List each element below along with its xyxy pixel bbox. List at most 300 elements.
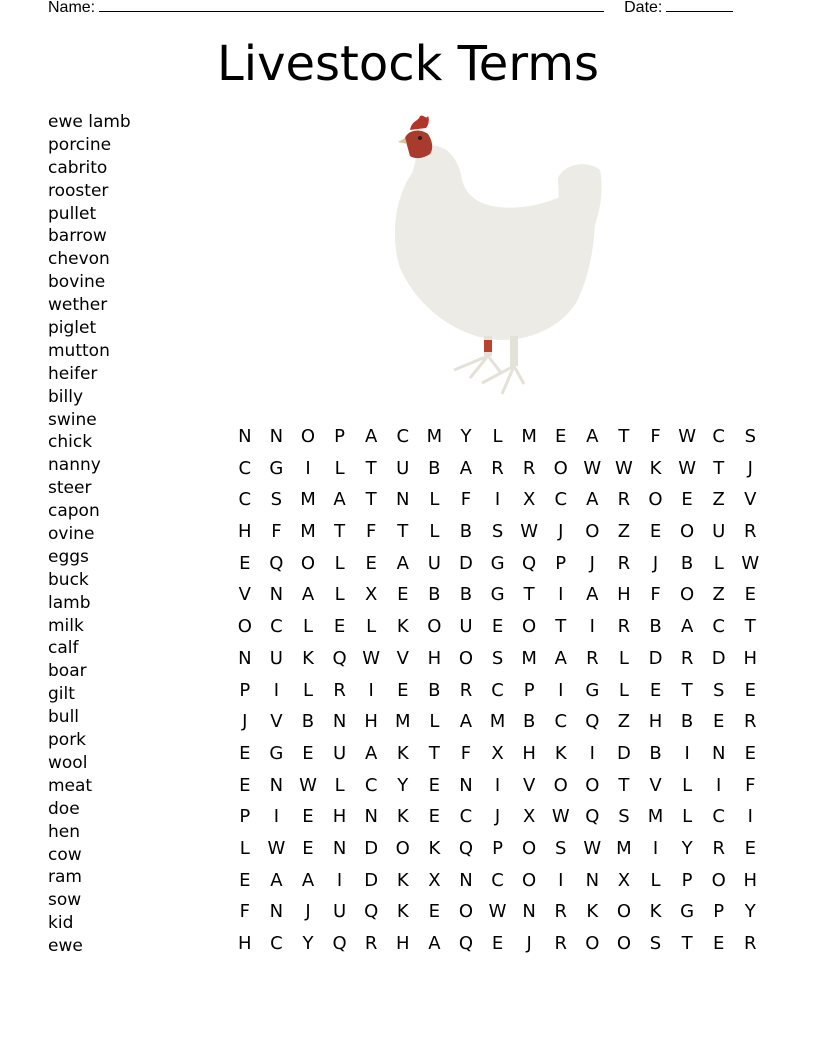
grid-cell: M: [521, 647, 537, 669]
header-line: [48, 0, 733, 19]
grid-cell: C: [491, 869, 504, 891]
grid-cell: R: [554, 901, 567, 923]
grid-cell: A: [301, 869, 315, 891]
grid-cell: S: [744, 426, 757, 447]
grid-cell: S: [270, 489, 283, 511]
grid-cell: E: [302, 837, 314, 859]
grid-cell: T: [428, 742, 440, 764]
grid-cell: T: [365, 489, 377, 511]
word-list-item: piglet: [48, 318, 97, 339]
grid-cell: R: [333, 679, 346, 701]
grid-cell: J: [305, 901, 311, 923]
grid-cell: I: [747, 806, 753, 828]
grid-cell: X: [522, 489, 536, 511]
grid-cell: E: [428, 774, 441, 796]
grid-cell: E: [239, 774, 251, 796]
grid-cell: C: [238, 457, 252, 479]
grid-cell: R: [459, 679, 473, 701]
grid-cell: N: [332, 837, 347, 859]
grid-cell: L: [334, 774, 345, 796]
grid-cell: B: [680, 552, 694, 574]
word-list-item: rooster: [48, 180, 109, 201]
grid-cell: F: [460, 742, 472, 764]
grid-cell: L: [650, 869, 661, 891]
grid-cell: V: [270, 711, 283, 733]
name-label: Name:: [48, 0, 96, 16]
grid-cell: A: [365, 426, 378, 447]
grid-cell: A: [586, 489, 599, 511]
grid-cell: F: [365, 521, 377, 543]
grid-cell: E: [491, 616, 504, 638]
grid-cell: A: [586, 584, 599, 606]
word-list-item: ram: [48, 867, 82, 888]
grid-cell: I: [336, 869, 343, 891]
grid-cell: U: [427, 552, 441, 574]
grid-cell: A: [428, 933, 441, 954]
grid-cell: C: [270, 933, 283, 954]
grid-cell: Q: [364, 901, 379, 923]
grid-cell: A: [554, 647, 567, 669]
grid-cell: U: [332, 742, 347, 764]
grid-cell: E: [428, 901, 441, 923]
grid-cell: P: [334, 426, 345, 447]
grid-cell: T: [523, 584, 535, 606]
grid-cell: T: [618, 426, 630, 447]
grid-cell: L: [682, 774, 693, 796]
word-list-item: lamb: [48, 592, 91, 613]
grid-cell: B: [649, 616, 662, 638]
grid-cell: U: [396, 457, 410, 479]
grid-cell: I: [273, 679, 280, 701]
grid-cell: C: [712, 426, 725, 447]
grid-cell: W: [551, 806, 570, 828]
word-list-item: doe: [48, 798, 80, 819]
grid-cell: B: [680, 711, 694, 733]
word-list-item: boar: [48, 661, 87, 682]
grid-cell: W: [741, 552, 760, 574]
grid-cell: L: [334, 552, 345, 574]
word-list-item: barrow: [48, 226, 107, 247]
grid-cell: I: [589, 742, 595, 764]
grid-cell: M: [647, 806, 664, 828]
grid-cell: M: [395, 711, 411, 733]
grid-cell: K: [649, 901, 662, 923]
grid-cell: R: [617, 489, 631, 511]
grid-cell: H: [648, 711, 663, 733]
word-list-item: gilt: [48, 684, 75, 705]
grid-cell: N: [459, 869, 473, 891]
grid-cell: C: [712, 616, 725, 638]
grid-cell: I: [273, 806, 280, 828]
grid-cell: L: [618, 647, 629, 669]
grid-cell: N: [269, 774, 284, 796]
grid-cell: J: [558, 521, 564, 543]
grid-cell: T: [681, 933, 693, 954]
word-list-item: bovine: [48, 272, 106, 293]
grid-cell: K: [396, 901, 409, 923]
grid-cell: P: [713, 901, 725, 923]
grid-cell: T: [681, 679, 693, 701]
grid-cell: O: [300, 426, 316, 447]
grid-cell: R: [744, 711, 757, 733]
grid-cell: K: [396, 869, 409, 891]
word-list-item: buck: [48, 569, 89, 590]
grid-cell: H: [395, 933, 410, 954]
word-list-item: ewe: [48, 936, 83, 957]
grid-cell: J: [242, 711, 248, 733]
grid-cell: Q: [585, 711, 600, 733]
grid-cell: O: [237, 616, 252, 638]
grid-cell: E: [649, 521, 662, 543]
grid-cell: G: [269, 742, 284, 764]
word-list-item: pork: [48, 730, 87, 751]
grid-cell: R: [617, 552, 631, 574]
grid-cell: D: [711, 647, 726, 669]
grid-cell: P: [239, 679, 251, 701]
grid-cell: N: [332, 711, 347, 733]
grid-cell: I: [494, 489, 501, 511]
grid-cell: H: [522, 742, 536, 764]
grid-cell: V: [396, 647, 409, 669]
word-list-item: milk: [48, 615, 84, 636]
grid-cell: S: [491, 521, 504, 543]
grid-cell: L: [302, 616, 313, 638]
grid-cell: M: [300, 521, 316, 543]
grid-cell: W: [299, 774, 317, 796]
grid-cell: G: [490, 584, 505, 606]
grid-cell: B: [522, 711, 536, 733]
grid-cell: I: [494, 774, 501, 796]
grid-cell: W: [362, 647, 381, 669]
grid-cell: T: [555, 616, 567, 638]
grid-cell: M: [521, 426, 537, 447]
grid-cell: O: [680, 584, 695, 606]
grid-cell: B: [459, 521, 473, 543]
word-list-item: chevon: [48, 249, 110, 270]
name-blank: [99, 0, 604, 12]
grid-cell: S: [649, 933, 662, 954]
grid-cell: A: [333, 489, 346, 511]
word-list-item: hen: [48, 821, 81, 842]
grid-cell: I: [558, 584, 564, 606]
grid-cell: A: [396, 552, 409, 574]
grid-cell: F: [650, 426, 661, 447]
grid-cell: H: [743, 869, 758, 891]
grid-cell: F: [650, 584, 661, 606]
word-list-item: billy: [48, 386, 84, 407]
grid-cell: O: [585, 774, 600, 796]
grid-cell: L: [492, 426, 503, 447]
grid-cell: W: [678, 426, 697, 447]
grid-cell: L: [429, 711, 440, 733]
grid-cell: V: [522, 774, 536, 796]
grid-cell: T: [365, 457, 377, 479]
grid-cell: C: [554, 489, 568, 511]
grid-cell: G: [490, 552, 505, 574]
grid-cell: P: [239, 806, 251, 828]
grid-cell: H: [238, 933, 252, 954]
grid-cell: N: [711, 742, 726, 764]
word-list-item: eggs: [48, 546, 89, 567]
grid-cell: S: [491, 647, 504, 669]
grid-cell: E: [397, 679, 409, 701]
grid-cell: Z: [712, 584, 725, 606]
grid-cell: O: [585, 521, 600, 543]
date-blank: [666, 0, 733, 12]
grid-cell: B: [428, 679, 441, 701]
grid-cell: W: [488, 901, 507, 923]
grid-cell: O: [553, 774, 568, 796]
word-list-item: chick: [48, 432, 93, 453]
grid-cell: O: [458, 901, 474, 923]
word-list-item: wether: [48, 295, 108, 316]
grid-cell: K: [428, 837, 441, 859]
grid-cell: R: [680, 647, 694, 669]
grid-cell: N: [238, 426, 252, 447]
grid-cell: P: [555, 552, 567, 574]
grid-cell: N: [269, 426, 284, 447]
grid-cell: R: [522, 457, 536, 479]
grid-cell: J: [747, 457, 753, 479]
grid-cell: L: [334, 457, 345, 479]
grid-cell: O: [616, 933, 631, 954]
grid-cell: X: [428, 869, 441, 891]
grid-cell: O: [553, 457, 568, 479]
grid-cell: T: [334, 521, 346, 543]
grid-cell: I: [558, 869, 564, 891]
word-list-item: swine: [48, 409, 97, 430]
grid-cell: J: [652, 552, 659, 574]
grid-cell: V: [238, 584, 251, 606]
grid-cell: Q: [332, 647, 347, 669]
grid-cell: A: [459, 457, 473, 479]
grid-cell: O: [522, 837, 537, 859]
word-list-item: cow: [48, 844, 82, 865]
grid-cell: U: [332, 901, 347, 923]
grid-cell: H: [332, 806, 347, 828]
grid-cell: A: [680, 616, 694, 638]
word-list-item: capon: [48, 501, 100, 522]
grid-cell: F: [239, 901, 250, 923]
grid-cell: L: [334, 584, 345, 606]
grid-cell: H: [743, 647, 758, 669]
grid-cell: C: [364, 774, 378, 796]
grid-cell: G: [585, 679, 600, 701]
grid-cell: I: [716, 774, 722, 796]
grid-cell: D: [459, 552, 473, 574]
word-list-item: ovine: [48, 524, 95, 545]
grid-cell: B: [428, 584, 441, 606]
word-list-item: kid: [48, 913, 74, 934]
grid-cell: Y: [744, 901, 756, 923]
grid-cell: N: [585, 869, 600, 891]
grid-cell: L: [239, 837, 250, 859]
grid-cell: W: [583, 457, 602, 479]
grid-cell: J: [526, 933, 532, 954]
grid-cell: U: [459, 616, 473, 638]
grid-cell: S: [712, 679, 725, 701]
grid-cell: E: [744, 679, 756, 701]
grid-cell: P: [492, 837, 503, 859]
grid-cell: B: [649, 742, 662, 764]
grid-cell: A: [459, 711, 473, 733]
grid-cell: F: [460, 489, 472, 511]
grid-cell: T: [397, 521, 409, 543]
word-list-item: sow: [48, 890, 82, 911]
grid-cell: C: [238, 489, 252, 511]
grid-cell: W: [267, 837, 286, 859]
grid-cell: I: [558, 679, 564, 701]
grid-cell: W: [583, 837, 602, 859]
grid-cell: O: [522, 869, 537, 891]
grid-cell: A: [586, 426, 599, 447]
grid-cell: N: [396, 489, 410, 511]
grid-cell: E: [333, 616, 346, 638]
word-list-item: mutton: [48, 340, 110, 361]
grid-cell: E: [681, 489, 693, 511]
grid-cell: O: [616, 901, 631, 923]
grid-cell: K: [396, 806, 409, 828]
grid-cell: V: [744, 489, 757, 511]
grid-cell: Q: [332, 933, 347, 954]
grid-cell: E: [302, 742, 314, 764]
grid-cell: H: [364, 711, 378, 733]
grid-cell: K: [586, 901, 599, 923]
grid-cell: A: [365, 742, 378, 764]
grid-cell: H: [427, 647, 442, 669]
grid-cell: M: [489, 711, 506, 733]
grid-cell: L: [713, 552, 724, 574]
grid-cell: Y: [302, 933, 314, 954]
grid-cell: E: [713, 711, 725, 733]
grid-cell: O: [427, 616, 442, 638]
grid-cell: J: [494, 806, 501, 828]
grid-cell: Z: [617, 711, 631, 733]
grid-cell: G: [269, 457, 284, 479]
grid-cell: O: [680, 521, 695, 543]
grid-cell: R: [712, 837, 725, 859]
grid-cell: M: [426, 426, 443, 447]
grid-cell: Q: [522, 552, 537, 574]
grid-cell: C: [459, 806, 473, 828]
grid-cell: O: [458, 647, 474, 669]
grid-cell: E: [744, 837, 756, 859]
grid-cell: E: [744, 584, 756, 606]
grid-cell: S: [555, 837, 567, 859]
grid-cell: L: [429, 521, 440, 543]
grid-cell: R: [617, 616, 631, 638]
word-list-item: ewe lamb: [48, 112, 131, 132]
grid-cell: E: [239, 742, 251, 764]
grid-cell: N: [364, 806, 378, 828]
grid-cell: X: [365, 584, 378, 606]
grid-cell: R: [744, 521, 757, 543]
grid-cell: U: [269, 647, 283, 669]
grid-cell: I: [684, 742, 690, 764]
grid-cell: T: [618, 774, 630, 796]
word-list-item: heifer: [48, 363, 98, 384]
grid-cell: E: [428, 806, 441, 828]
grid-cell: O: [585, 933, 600, 954]
grid-cell: A: [301, 584, 315, 606]
grid-cell: R: [491, 457, 504, 479]
grid-cell: I: [305, 457, 311, 479]
grid-cell: W: [520, 521, 539, 543]
grid-cell: C: [396, 426, 410, 447]
grid-cell: P: [681, 869, 693, 891]
grid-cell: E: [302, 806, 314, 828]
grid-cell: X: [522, 806, 536, 828]
grid-cell: X: [617, 869, 631, 891]
grid-cell: J: [589, 552, 595, 574]
word-list-item: steer: [48, 478, 92, 499]
grid-cell: S: [618, 806, 630, 828]
grid-cell: I: [652, 837, 659, 859]
grid-cell: B: [428, 457, 441, 479]
word-list-item: cabrito: [48, 157, 108, 178]
grid-cell: L: [618, 679, 629, 701]
grid-cell: O: [648, 489, 663, 511]
grid-cell: W: [678, 457, 697, 479]
grid-cell: G: [680, 901, 695, 923]
word-list-item: pullet: [48, 203, 97, 224]
grid-cell: C: [712, 806, 725, 828]
grid-cell: C: [491, 679, 504, 701]
grid-cell: E: [239, 869, 251, 891]
grid-cell: N: [238, 647, 252, 669]
grid-cell: N: [269, 901, 284, 923]
grid-cell: C: [554, 711, 568, 733]
grid-cell: N: [269, 584, 284, 606]
grid-cell: D: [364, 837, 379, 859]
grid-cell: I: [589, 616, 595, 638]
grid-cell: Y: [681, 837, 693, 859]
hen-icon: [390, 108, 615, 403]
grid-cell: R: [586, 647, 599, 669]
grid-cell: B: [301, 711, 315, 733]
grid-cell: L: [366, 616, 377, 638]
grid-cell: F: [745, 774, 756, 796]
grid-cell: V: [649, 774, 662, 796]
grid-cell: Y: [397, 774, 409, 796]
grid-cell: H: [617, 584, 631, 606]
grid-cell: L: [429, 489, 440, 511]
grid-cell: O: [522, 616, 537, 638]
grid-cell: M: [300, 489, 316, 511]
date-label: Date:: [624, 0, 663, 16]
grid-cell: K: [554, 742, 567, 764]
page-title: Livestock Terms: [216, 36, 599, 92]
word-list-item: porcine: [48, 134, 112, 155]
word-list-item: bull: [48, 707, 80, 728]
word-list-item: wool: [48, 752, 88, 773]
grid-cell: E: [713, 933, 725, 954]
grid-cell: R: [364, 933, 378, 954]
grid-cell: M: [616, 837, 632, 859]
grid-cell: A: [270, 869, 283, 891]
grid-cell: Z: [712, 489, 725, 511]
grid-cell: N: [522, 901, 536, 923]
grid-cell: Q: [458, 837, 474, 859]
grid-cell: E: [491, 933, 504, 954]
word-list: [48, 111, 131, 958]
grid-cell: K: [396, 742, 409, 764]
grid-cell: H: [238, 521, 252, 543]
grid-cell: N: [459, 774, 473, 796]
grid-cell: K: [302, 647, 314, 669]
word-search-grid: [229, 421, 766, 960]
grid-cell: E: [649, 679, 662, 701]
